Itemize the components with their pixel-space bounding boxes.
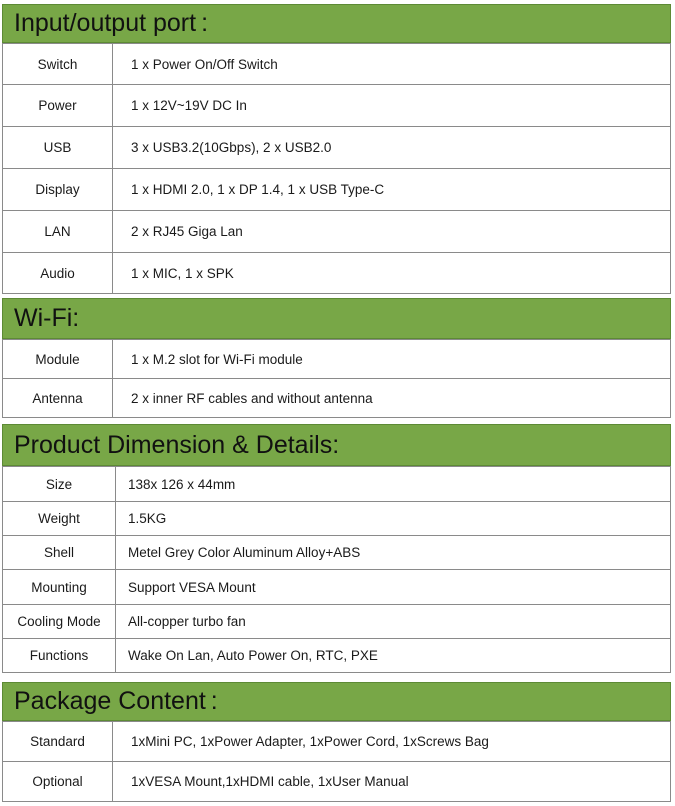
section-product-details bbox=[2, 424, 671, 673]
row-value: Metel Grey Color Aluminum Alloy+ABS bbox=[116, 536, 671, 570]
section-wifi bbox=[2, 298, 671, 418]
table-row bbox=[3, 762, 671, 802]
table-row bbox=[3, 44, 671, 85]
row-label: Optional bbox=[3, 762, 113, 802]
row-value: 1.5KG bbox=[116, 502, 671, 536]
table-row bbox=[3, 570, 671, 605]
row-label: Module bbox=[3, 340, 113, 379]
table-row bbox=[3, 536, 671, 570]
table-row bbox=[3, 340, 671, 379]
table-row bbox=[3, 467, 671, 502]
row-value: All-copper turbo fan bbox=[116, 605, 671, 639]
row-label: Size bbox=[3, 467, 116, 502]
row-label: Standard bbox=[3, 722, 113, 762]
row-value: 1xVESA Mount,1xHDMI cable, 1xUser Manual bbox=[113, 762, 671, 802]
section-header bbox=[2, 4, 671, 43]
section-io-port bbox=[2, 4, 671, 294]
row-value: 3 x USB3.2(10Gbps), 2 x USB2.0 bbox=[113, 127, 671, 169]
table-row bbox=[3, 253, 671, 294]
row-label: Switch bbox=[3, 44, 113, 85]
row-value: 1 x M.2 slot for Wi-Fi module bbox=[113, 340, 671, 379]
row-label: Audio bbox=[3, 253, 113, 294]
table-row bbox=[3, 211, 671, 253]
row-label: Power bbox=[3, 85, 113, 127]
row-label: Shell bbox=[3, 536, 116, 570]
row-label: USB bbox=[3, 127, 113, 169]
table-row bbox=[3, 605, 671, 639]
table-row bbox=[3, 379, 671, 418]
row-value: Wake On Lan, Auto Power On, RTC, PXE bbox=[116, 639, 671, 673]
table-row bbox=[3, 169, 671, 211]
section-title: Input/output port : bbox=[14, 9, 209, 37]
row-label: Functions bbox=[3, 639, 116, 673]
row-value: 1 x MIC, 1 x SPK bbox=[113, 253, 671, 294]
row-value: 1xMini PC, 1xPower Adapter, 1xPower Cord, 1xScrews Bag bbox=[113, 722, 671, 762]
row-value: 138x 126 x 44mm bbox=[116, 467, 671, 502]
section-header bbox=[2, 298, 671, 339]
row-label: Display bbox=[3, 169, 113, 211]
row-value: 1 x Power On/Off Switch bbox=[113, 44, 671, 85]
section-title: Product Dimension & Details: bbox=[14, 430, 340, 459]
section-header bbox=[2, 424, 671, 466]
row-value: Support VESA Mount bbox=[116, 570, 671, 605]
section-title: Wi-Fi: bbox=[14, 304, 80, 332]
row-value: 1 x HDMI 2.0, 1 x DP 1.4, 1 x USB Type-C bbox=[113, 169, 671, 211]
row-value: 1 x 12V~19V DC In bbox=[113, 85, 671, 127]
row-label: Weight bbox=[3, 502, 116, 536]
spec-table bbox=[2, 721, 671, 802]
row-label: Cooling Mode bbox=[3, 605, 116, 639]
spec-table bbox=[2, 43, 671, 294]
row-value: 2 x inner RF cables and without antenna bbox=[113, 379, 671, 418]
table-row bbox=[3, 722, 671, 762]
section-title: Package Content : bbox=[14, 687, 218, 715]
row-label: Antenna bbox=[3, 379, 113, 418]
table-row bbox=[3, 127, 671, 169]
spec-table bbox=[2, 339, 671, 418]
table-row bbox=[3, 85, 671, 127]
section-header bbox=[2, 682, 671, 721]
section-package-content bbox=[2, 682, 671, 802]
row-label: LAN bbox=[3, 211, 113, 253]
table-row bbox=[3, 639, 671, 673]
row-label: Mounting bbox=[3, 570, 116, 605]
spec-table bbox=[2, 466, 671, 673]
row-value: 2 x RJ45 Giga Lan bbox=[113, 211, 671, 253]
table-row bbox=[3, 502, 671, 536]
